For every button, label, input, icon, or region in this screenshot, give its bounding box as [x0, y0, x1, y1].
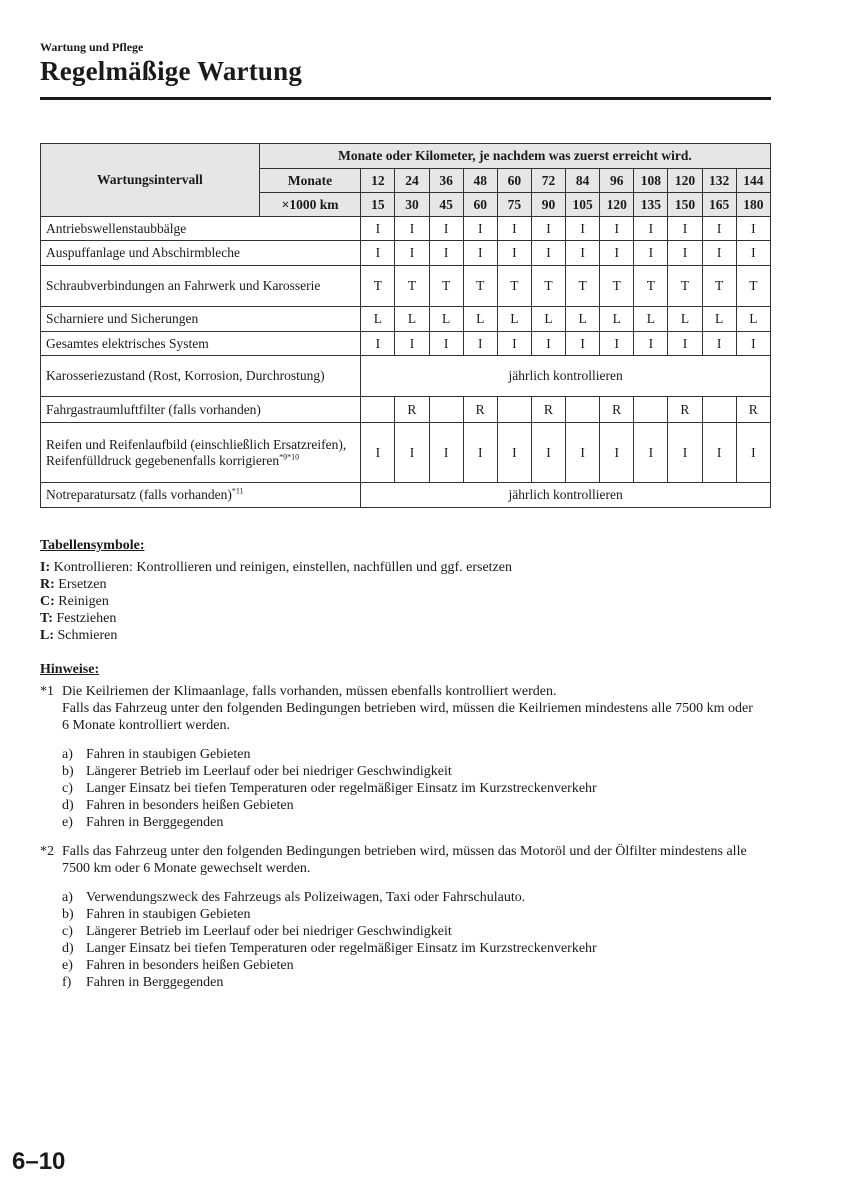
table-row	[41, 397, 771, 423]
symbol-text: Festziehen	[52, 611, 117, 626]
months-value: 60	[497, 169, 531, 193]
list-text: Längerer Betrieb im Leerlauf oder bei niedriger Geschwindigkeit	[86, 764, 452, 779]
row-cell: I	[531, 332, 565, 356]
row-cell: I	[736, 217, 770, 241]
span-header: Monate oder Kilometer, je nachdem was zuerst erreicht wird.	[259, 144, 770, 169]
symbol-key: L:	[40, 628, 54, 643]
row-cell: R	[736, 397, 770, 423]
row-cell: I	[702, 332, 736, 356]
row-cell: I	[531, 423, 565, 483]
symbol-key: R:	[40, 577, 55, 592]
km-value: 30	[395, 193, 429, 217]
row-cell: L	[736, 307, 770, 332]
list-letter: e)	[62, 815, 73, 830]
row-cell: I	[634, 241, 668, 266]
list-text: Fahren in staubigen Gebieten	[86, 907, 251, 922]
row-cell: R	[668, 397, 702, 423]
row-label	[41, 356, 361, 397]
row-cell: I	[395, 332, 429, 356]
row-cell: T	[497, 266, 531, 307]
row-cell: I	[463, 423, 497, 483]
list-text: Fahren in Berggegenden	[86, 815, 224, 830]
row-label-text: Karosseriezustand (Rost, Korrosion, Durchrostung)	[46, 368, 325, 383]
row-cell: I	[429, 332, 463, 356]
row-cell: I	[497, 423, 531, 483]
symbol-text: Schmieren	[54, 628, 118, 643]
row-cell: R	[600, 397, 634, 423]
km-value: 120	[600, 193, 634, 217]
page-title: Regelmäßige Wartung	[40, 56, 303, 86]
symbol-text: Ersetzen	[54, 577, 107, 592]
list-letter: c)	[62, 781, 73, 796]
row-label-text: Notreparatursatz (falls vorhanden)	[46, 487, 232, 502]
notes-heading: Hinweise:	[40, 662, 100, 677]
list-text: Langer Einsatz bei tiefen Temperaturen oder regelmäßiger Einsatz im Kurzstreckenverkehr	[86, 941, 597, 956]
row-cell: I	[736, 423, 770, 483]
note-1-conditions	[62, 746, 597, 831]
months-value: 72	[531, 169, 565, 193]
row-cell: I	[668, 217, 702, 241]
row-cell: I	[702, 241, 736, 266]
symbol-item	[40, 576, 512, 593]
row-label	[41, 397, 361, 423]
row-cell	[634, 397, 668, 423]
table-row	[41, 356, 771, 397]
months-value: 24	[395, 169, 429, 193]
list-item	[62, 746, 597, 763]
row-span-value: jährlich kontrollieren	[361, 356, 771, 397]
list-item	[62, 923, 597, 940]
row-cell: I	[361, 217, 395, 241]
row-cell: I	[463, 241, 497, 266]
note-2-conditions	[62, 889, 597, 991]
km-value: 150	[668, 193, 702, 217]
list-item	[62, 763, 597, 780]
row-cell: I	[395, 241, 429, 266]
row-cell: I	[702, 423, 736, 483]
row-cell: I	[736, 332, 770, 356]
row-cell: R	[531, 397, 565, 423]
row-cell: I	[395, 423, 429, 483]
list-text: Fahren in Berggegenden	[86, 975, 224, 990]
interval-header: Wartungsintervall	[41, 144, 260, 217]
row-cell: I	[429, 217, 463, 241]
row-cell: R	[395, 397, 429, 423]
symbol-item	[40, 627, 512, 644]
row-footnote-ref: *11	[231, 486, 244, 496]
row-cell: L	[634, 307, 668, 332]
row-cell: I	[463, 332, 497, 356]
list-letter: b)	[62, 907, 74, 922]
row-label-text: Gesamtes elektrisches System	[46, 335, 209, 351]
row-cell: T	[463, 266, 497, 307]
row-label-text: Schraubverbindungen an Fahrwerk und Karosserie	[46, 278, 321, 293]
row-cell: I	[566, 423, 600, 483]
months-value: 36	[429, 169, 463, 193]
list-text: Verwendungszweck des Fahrzeugs als Polizeiwagen, Taxi oder Fahrschulauto.	[86, 890, 526, 905]
list-text: Längerer Betrieb im Leerlauf oder bei niedriger Geschwindigkeit	[86, 924, 452, 939]
row-cell: I	[600, 332, 634, 356]
table-row	[41, 483, 771, 508]
row-cell: I	[497, 217, 531, 241]
months-value: 120	[668, 169, 702, 193]
list-item	[62, 797, 597, 814]
list-text: Langer Einsatz bei tiefen Temperaturen oder regelmäßiger Einsatz im Kurzstreckenverkehr	[86, 781, 597, 796]
symbol-key: T:	[40, 611, 53, 626]
row-cell: I	[736, 241, 770, 266]
row-cell: L	[566, 307, 600, 332]
row-cell: I	[361, 241, 395, 266]
row-cell: L	[429, 307, 463, 332]
row-label	[41, 266, 361, 307]
symbols-legend	[40, 537, 512, 644]
row-cell	[361, 397, 395, 423]
row-cell: I	[566, 241, 600, 266]
row-cell: I	[634, 332, 668, 356]
km-value: 165	[702, 193, 736, 217]
km-value: 15	[361, 193, 395, 217]
row-cell: I	[497, 332, 531, 356]
list-text: Fahren in besonders heißen Gebieten	[86, 958, 294, 973]
list-item	[62, 957, 597, 974]
row-label	[41, 241, 361, 266]
list-letter: d)	[62, 941, 74, 956]
row-cell: I	[531, 241, 565, 266]
row-cell: L	[531, 307, 565, 332]
row-span-value: jährlich kontrollieren	[361, 483, 771, 508]
months-value: 12	[361, 169, 395, 193]
symbol-key: I:	[40, 560, 51, 575]
row-cell: I	[634, 423, 668, 483]
list-letter: b)	[62, 764, 74, 779]
km-label: ×1000 km	[259, 193, 360, 217]
table-row	[41, 266, 771, 307]
list-item	[62, 974, 597, 991]
row-label-text: Fahrgastraumluftfilter (falls vorhanden)	[46, 401, 261, 417]
row-cell: T	[736, 266, 770, 307]
km-value: 75	[497, 193, 531, 217]
row-cell: I	[566, 217, 600, 241]
symbol-text: Reinigen	[54, 594, 109, 609]
note-1	[40, 683, 780, 734]
table-row	[41, 332, 771, 356]
row-cell: I	[668, 241, 702, 266]
row-label-text: Antriebswellenstaubbälge	[46, 220, 187, 236]
list-item	[62, 906, 597, 923]
months-value: 84	[566, 169, 600, 193]
row-cell: I	[531, 217, 565, 241]
list-item	[62, 940, 597, 957]
months-value: 132	[702, 169, 736, 193]
row-label	[41, 332, 361, 356]
row-cell: I	[600, 241, 634, 266]
months-label: Monate	[259, 169, 360, 193]
list-letter: c)	[62, 924, 73, 939]
row-cell: T	[668, 266, 702, 307]
row-cell: I	[429, 423, 463, 483]
months-value: 96	[600, 169, 634, 193]
km-value: 135	[634, 193, 668, 217]
row-label	[41, 483, 361, 508]
list-item	[62, 814, 597, 831]
row-cell: I	[361, 423, 395, 483]
row-cell: T	[634, 266, 668, 307]
km-value: 60	[463, 193, 497, 217]
list-item	[62, 889, 597, 906]
table-row	[41, 423, 771, 483]
row-cell: T	[600, 266, 634, 307]
title-rule	[40, 97, 771, 100]
row-cell	[702, 397, 736, 423]
row-cell: T	[531, 266, 565, 307]
row-footnote-ref: *9*10	[279, 452, 300, 461]
maintenance-table	[40, 143, 771, 508]
row-cell: T	[566, 266, 600, 307]
page-number: 6–10	[12, 1148, 66, 1175]
row-cell: L	[702, 307, 736, 332]
row-cell: L	[600, 307, 634, 332]
note-1-mark: *1	[40, 684, 54, 699]
note-1-line1: Die Keilriemen der Klimaanlage, falls vorhanden, müssen ebenfalls kontrolliert werden.	[62, 684, 557, 699]
km-value: 45	[429, 193, 463, 217]
row-cell: I	[566, 332, 600, 356]
row-cell	[429, 397, 463, 423]
row-cell	[497, 397, 531, 423]
symbol-item	[40, 559, 512, 576]
symbol-key: C:	[40, 594, 55, 609]
list-letter: a)	[62, 747, 73, 762]
list-letter: e)	[62, 958, 73, 973]
row-cell	[566, 397, 600, 423]
months-value: 144	[736, 169, 770, 193]
row-cell: T	[395, 266, 429, 307]
note-2-text: Falls das Fahrzeug unter den folgenden Bedingungen betrieben wird, müssen das Motoröl und der Ölfilter mindestens alle 7500 km oder 6 Monate gewechselt werden.	[62, 844, 747, 876]
row-cell: R	[463, 397, 497, 423]
row-cell: I	[361, 332, 395, 356]
row-cell: I	[702, 217, 736, 241]
row-cell: I	[634, 217, 668, 241]
section-header: Wartung und Pflege	[40, 40, 144, 54]
months-value: 48	[463, 169, 497, 193]
list-letter: f)	[62, 975, 72, 990]
km-value: 105	[566, 193, 600, 217]
symbol-text: Kontrollieren: Kontrollieren und reinigen, einstellen, nachfüllen und ggf. ersetzen	[50, 560, 512, 575]
row-cell: L	[395, 307, 429, 332]
row-cell: T	[429, 266, 463, 307]
row-label	[41, 307, 361, 332]
row-cell: I	[600, 423, 634, 483]
row-label-text: Reifen und Reifenlaufbild (einschließlich Ersatzreifen), Reifenfülldruck gegebenenfalls korrigieren	[46, 436, 347, 468]
symbols-heading: Tabellensymbole:	[40, 538, 145, 553]
row-label-text: Scharniere und Sicherungen	[46, 311, 199, 326]
row-cell: I	[600, 217, 634, 241]
row-cell: L	[463, 307, 497, 332]
row-cell: L	[668, 307, 702, 332]
row-label-text: Auspuffanlage und Abschirmbleche	[46, 245, 240, 260]
months-value: 108	[634, 169, 668, 193]
list-letter: d)	[62, 798, 74, 813]
row-cell: I	[668, 423, 702, 483]
symbol-item	[40, 610, 512, 627]
row-cell: T	[702, 266, 736, 307]
row-cell: T	[361, 266, 395, 307]
row-label	[41, 423, 361, 483]
row-cell: I	[668, 332, 702, 356]
table-row	[41, 307, 771, 332]
km-value: 180	[736, 193, 770, 217]
row-cell: I	[497, 241, 531, 266]
row-label	[41, 217, 361, 241]
km-value: 90	[531, 193, 565, 217]
row-cell: L	[497, 307, 531, 332]
row-cell: I	[395, 217, 429, 241]
list-text: Fahren in besonders heißen Gebieten	[86, 798, 294, 813]
note-2-mark: *2	[40, 844, 54, 859]
note-1-line2: Falls das Fahrzeug unter den folgenden Bedingungen betrieben wird, müssen die Keilriemen mindestens alle 7500 km oder 6 Monate kontrolliert werden.	[62, 701, 753, 733]
list-letter: a)	[62, 890, 73, 905]
row-cell: L	[361, 307, 395, 332]
list-item	[62, 780, 597, 797]
row-cell: I	[463, 217, 497, 241]
table-row	[41, 217, 771, 241]
notes-heading-block	[40, 661, 99, 678]
list-text: Fahren in staubigen Gebieten	[86, 747, 251, 762]
row-cell: I	[429, 241, 463, 266]
note-2	[40, 843, 780, 877]
table-row	[41, 241, 771, 266]
symbol-item	[40, 593, 512, 610]
